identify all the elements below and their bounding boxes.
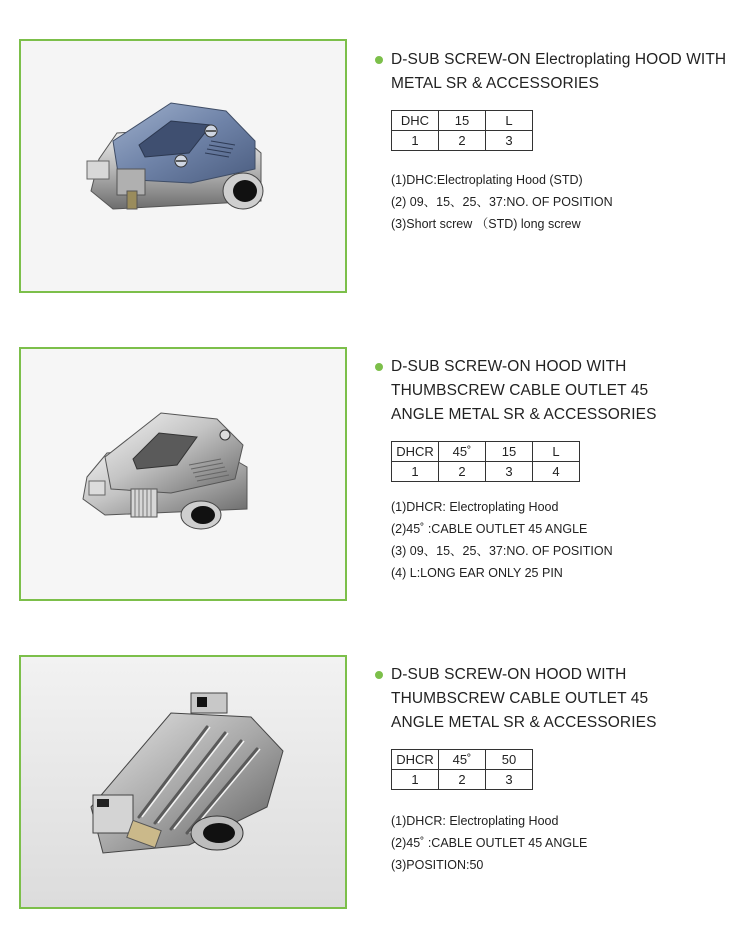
note-line: (3)Short screw （STD) long screw	[391, 217, 581, 231]
note-line: (1)DHC:Electroplating Hood (STD)	[391, 173, 583, 187]
product-photo-3	[19, 655, 347, 909]
product-info-1	[375, 48, 745, 235]
title-line: THUMBSCREW CABLE OUTLET 45	[391, 382, 649, 399]
product-info-3	[375, 663, 745, 876]
index-row	[392, 131, 533, 151]
title-line: METAL SR & ACCESSORIES	[391, 75, 600, 92]
note-line: (3) 09、15、25、37:NO. OF POSITION	[391, 544, 613, 558]
index-cell: 2	[439, 131, 486, 151]
note-line: (4) L:LONG EAR ONLY 25 PIN	[391, 566, 563, 580]
product-notes-2	[391, 496, 745, 584]
product-title-3	[375, 663, 745, 735]
index-cell: 3	[486, 462, 533, 482]
code-cell: DHCR	[392, 750, 439, 770]
d-sub-hood-photo	[21, 41, 345, 291]
index-row	[392, 770, 533, 790]
index-cell: 1	[392, 770, 439, 790]
title-line: D-SUB SCREW-ON HOOD WITH	[391, 358, 627, 375]
part-code-table-1	[391, 110, 533, 151]
product-photo-2	[19, 347, 347, 601]
note-line: (1)DHCR: Electroplating Hood	[391, 814, 559, 828]
code-row	[392, 750, 533, 770]
note-line: (2)45˚ :CABLE OUTLET 45 ANGLE	[391, 522, 588, 536]
code-row	[392, 442, 580, 462]
index-cell: 1	[392, 462, 439, 482]
title-line: D-SUB SCREW-ON Electroplating HOOD WITH	[391, 51, 727, 68]
code-cell: 45˚	[439, 750, 486, 770]
product-notes-3	[391, 810, 745, 876]
product-title-2	[375, 355, 745, 427]
note-line: (2)45˚ :CABLE OUTLET 45 ANGLE	[391, 836, 588, 850]
index-cell: 2	[439, 770, 486, 790]
d-sub-hood-photo	[21, 657, 345, 907]
note-line: (3)POSITION:50	[391, 858, 484, 872]
product-title-1	[375, 48, 745, 96]
code-row	[392, 111, 533, 131]
index-cell: 4	[533, 462, 580, 482]
code-cell: DHCR	[392, 442, 439, 462]
index-cell: 1	[392, 131, 439, 151]
index-cell: 2	[439, 462, 486, 482]
bullet-icon	[375, 671, 383, 679]
code-cell: L	[486, 111, 533, 131]
d-sub-hood-photo	[21, 349, 345, 599]
title-line: D-SUB SCREW-ON HOOD WITH	[391, 666, 627, 683]
product-info-2	[375, 355, 745, 584]
code-cell: L	[533, 442, 580, 462]
part-code-table-3	[391, 749, 533, 790]
title-line: THUMBSCREW CABLE OUTLET 45	[391, 690, 649, 707]
product-photo-1	[19, 39, 347, 293]
index-cell: 3	[486, 770, 533, 790]
note-line: (2) 09、15、25、37:NO. OF POSITION	[391, 195, 613, 209]
product-notes-1	[391, 169, 745, 235]
index-cell: 3	[486, 131, 533, 151]
title-line: ANGLE METAL SR & ACCESSORIES	[391, 406, 657, 423]
code-cell: DHC	[392, 111, 439, 131]
part-code-table-2	[391, 441, 580, 482]
code-cell: 50	[486, 750, 533, 770]
note-line: (1)DHCR: Electroplating Hood	[391, 500, 559, 514]
index-row	[392, 462, 580, 482]
code-cell: 45˚	[439, 442, 486, 462]
code-cell: 15	[486, 442, 533, 462]
title-line: ANGLE METAL SR & ACCESSORIES	[391, 714, 657, 731]
bullet-icon	[375, 56, 383, 64]
bullet-icon	[375, 363, 383, 371]
code-cell: 15	[439, 111, 486, 131]
